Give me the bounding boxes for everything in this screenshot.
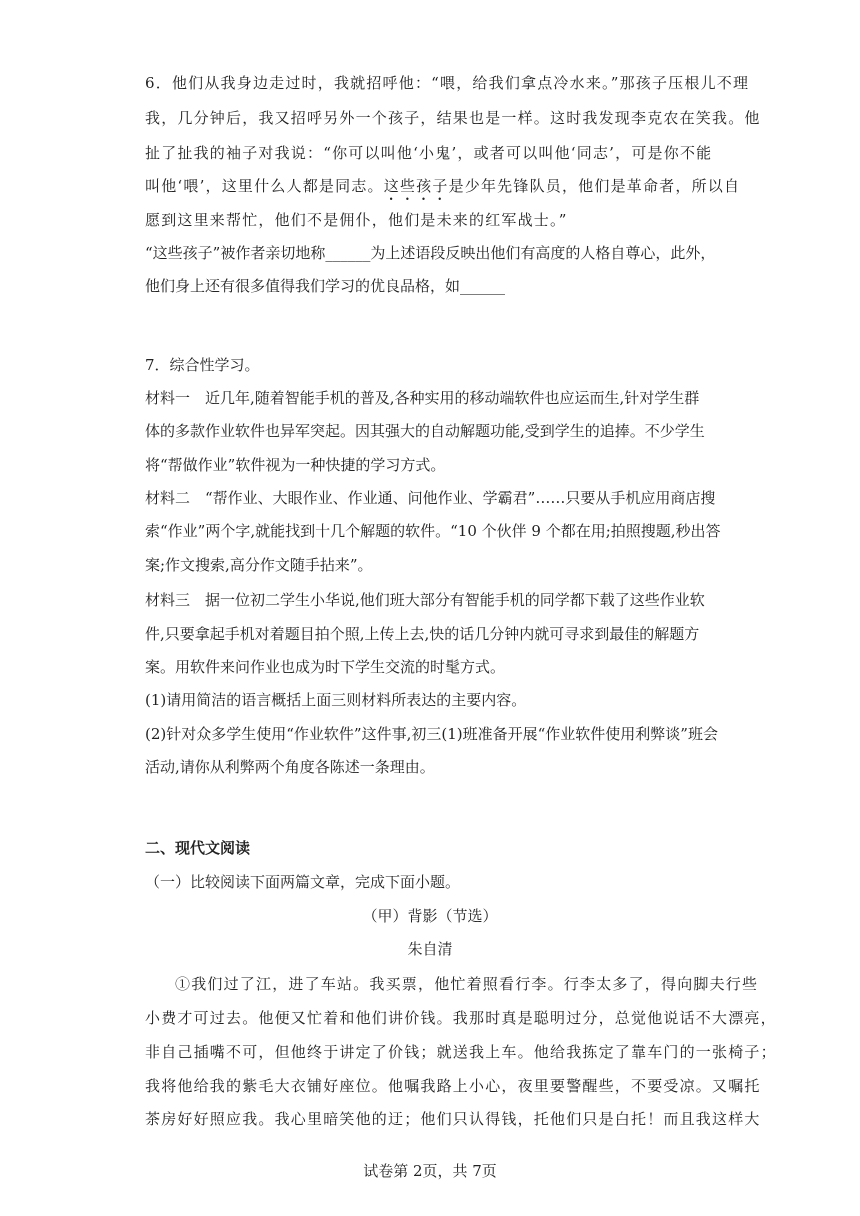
q7-subquestion-2-line-1: (2)针对众多学生使用“作业软件”这件事,初三(1)班准备开展“作业软件使用利弊谈”班会: [145, 725, 718, 743]
q7-title: 7．综合性学习。: [145, 356, 260, 374]
page-footer: 试卷第 2页，共 7页: [363, 1162, 497, 1180]
q6-line-4-start: 叫他‘喂’，这里什么人都是同志。: [145, 177, 384, 195]
q6-line-3: 扯了扯我的袖子对我说：“你可以叫他‘小鬼’，或者可以叫他‘同志’，可是你不能: [145, 144, 713, 162]
q7-line-8: 件,只要拿起手机对着题目拍个照,上传上去,快的话几分钟内就可寻求到最佳的解题方: [145, 625, 700, 643]
article-line-5: 茶房好好照应我。我心里暗笑他的迂；他们只认得钱，托他们只是白托！而且我这样大: [145, 1110, 761, 1128]
q7-line-5: 索“作业”两个字,就能找到十几个解题的软件。“10 个伙伴 9 个都在用;拍照搜题,秒出答: [145, 522, 721, 540]
article-line-3: 非自己插嘴不可，但他终于讲定了价钱；就送我上车。他给我拣定了靠车门的一张椅子；: [145, 1043, 777, 1061]
q6-line-2: 我，几分钟后，我又招呼另外一个孩子，结果也是一样。这时我发现李克农在笑我。他: [145, 109, 761, 127]
q7-line-3: 将“帮做作业”软件视为一种快捷的学习方式。: [145, 456, 446, 474]
q7-line-9: 案。用软件来问作业也成为时下学生交流的时髦方式。: [145, 658, 506, 676]
q6-emphasized-phrase: 这些孩子: [383, 177, 449, 195]
article-title: （甲）背影（节选）: [362, 907, 498, 925]
q7-subquestion-2-line-2: 活动,请你从利弊两个角度各陈述一条理由。: [145, 758, 435, 776]
article-author: 朱自清: [407, 940, 453, 958]
q7-line-2: 体的多款作业软件也异军突起。因其强大的自动解题功能,受到学生的追捧。不少学生: [145, 422, 705, 440]
q7-subquestion-1: (1)请用简洁的语言概括上面三则材料所表达的主要内容。: [145, 691, 527, 709]
q7-line-7: 材料三 据一位初二学生小华说,他们班大部分有智能手机的同学都下载了这些作业软: [145, 591, 705, 609]
q6-line-4: [145, 176, 740, 204]
q7-line-6: 案;作文搜索,高分作文随手拈来”。: [145, 556, 373, 574]
q7-line-4: 材料二 “帮作业、大眼作业、作业通、问他作业、学霸君”……只要从手机应用商店搜: [145, 489, 716, 507]
q6-line-1: 6．他们从我身边走过时，我就招呼他：“喂，给我们拿点冷水来。”那孩子压根儿不理: [145, 74, 750, 92]
q6-question-line-1: “这些孩子”被作者亲切地称______为上述语段反映出他们有高度的人格自尊心，此外，: [145, 244, 716, 262]
q6-line-5: 愿到这里来帮忙，他们不是佣仆，他们是未来的红军战士。”: [145, 211, 568, 229]
article-line-1: ①我们过了江，进了车站。我买票，他忙着照看行李。行李太多了，得向脚夫行些: [175, 975, 759, 993]
article-line-4: 我将他给我的紫毛大衣铺好座位。他嘱我路上小心，夜里要警醒些，不要受凉。又嘱托: [145, 1077, 761, 1095]
section-subheading: （一）比较阅读下面两篇文章，完成下面小题。: [145, 873, 461, 891]
q7-line-1: 材料一 近几年,随着智能手机的普及,各种实用的移动端软件也应运而生,针对学生群: [145, 389, 700, 407]
q6-question-line-2: 他们身上还有很多值得我们学习的优良品格，如______: [145, 277, 506, 295]
article-line-2: 小费才可过去。他便又忙着和他们讲价钱。我那时真是聪明过分，总觉他说话不大漂亮，: [145, 1009, 777, 1027]
section-heading: 二、现代文阅读: [145, 839, 251, 857]
q6-line-4-end: 是少年先锋队员，他们是革命者，所以自: [448, 177, 741, 195]
